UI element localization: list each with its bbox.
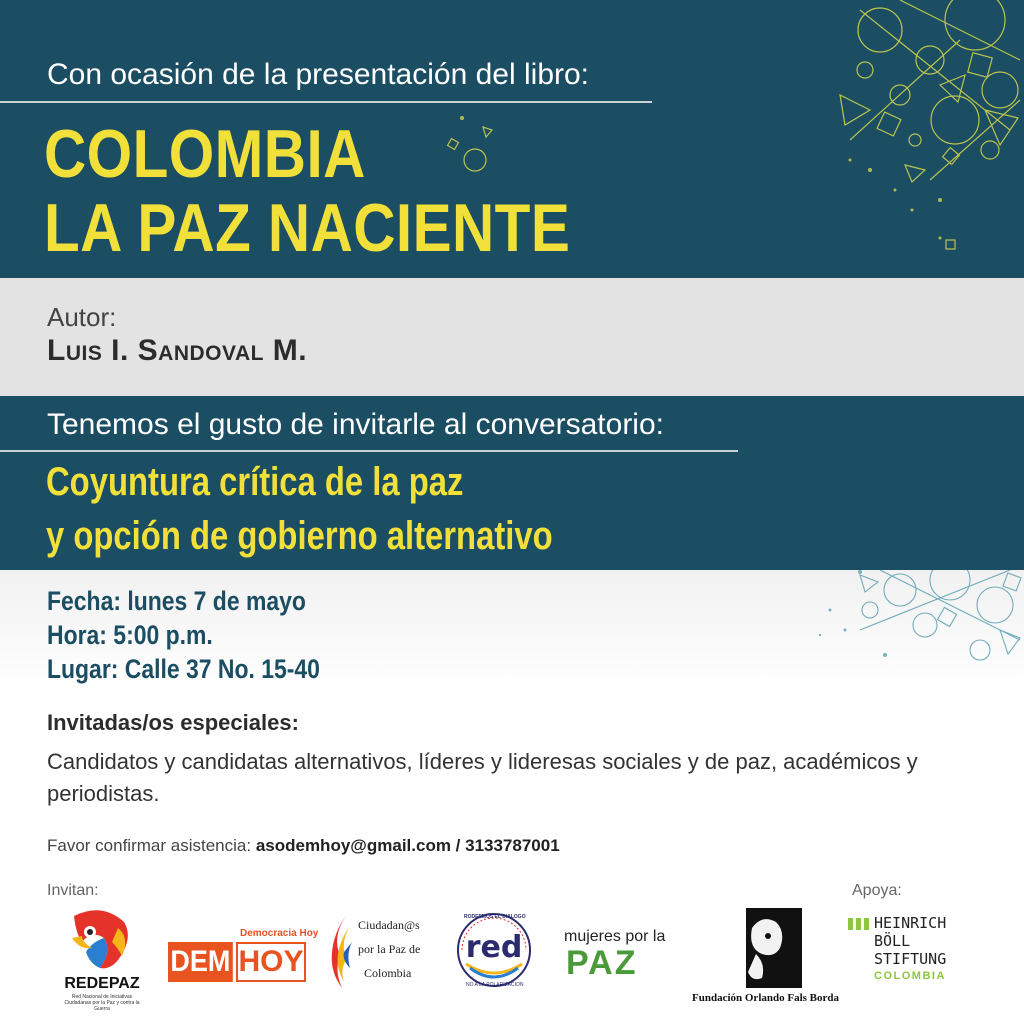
guests-text: Candidatos y candidatas alternativos, líderes y lideresas sociales y de paz, académicos y periodistas. — [47, 749, 918, 806]
mujeres-por-la-paz-logo — [564, 928, 674, 984]
intro-text: Con ocasión de la presentación del libro: — [47, 58, 590, 91]
red-ring-bottom: NO A LA POLARIZACION — [466, 982, 524, 988]
book-title-line-1: COLOMBIA — [44, 116, 366, 192]
rsvp-line — [47, 836, 560, 856]
author-name: Luis I. Sandoval M. — [47, 334, 308, 367]
redepaz-tagline: Red Nacional de Iniciativas Ciudadanas por la Paz y contra la Guerra — [64, 994, 140, 1012]
democracia-hoy-logo — [168, 928, 319, 984]
boll-line-2: BÖLL — [874, 932, 911, 950]
redepaz-name: REDEPAZ — [64, 975, 140, 992]
parrot-icon — [52, 908, 152, 976]
fals-borda-logo — [692, 908, 840, 1008]
heinrich-boll-logo — [848, 914, 988, 990]
ciudadanos-por-la-paz-logo — [328, 912, 438, 994]
dem-text: DEM — [170, 945, 231, 978]
hoy-box — [236, 942, 306, 982]
flame-icon — [328, 912, 356, 992]
boll-bars-icon — [848, 918, 872, 930]
hoy-text: HOY — [238, 945, 304, 978]
event-place: Lugar: Calle 37 No. 15-40 — [47, 654, 320, 684]
event-date: Fecha: lunes 7 de mayo — [47, 586, 306, 616]
rsvp-label: Favor confirmar asistencia: — [47, 836, 252, 855]
ciudadanos-line-3: Colombia — [364, 966, 412, 980]
event-time: Hora: 5:00 p.m. — [47, 620, 213, 650]
rsvp-contact[interactable]: asodemhoy@gmail.com / 3133787001 — [255, 836, 560, 855]
divider — [0, 101, 652, 103]
apoya-label: Apoya: — [852, 882, 902, 899]
dem-box — [168, 942, 233, 982]
portrait-icon — [722, 908, 802, 988]
author-label: Autor: — [47, 302, 117, 332]
divider — [0, 450, 738, 452]
red-dialogo-logo — [452, 908, 536, 992]
event-title-line-2: y opción de gobierno alternativo — [46, 514, 553, 558]
ciudadanos-line-1: Ciudadan@s — [358, 918, 420, 932]
mujeres-line-2: PAZ — [566, 944, 638, 982]
event-title-line-1: Coyuntura crítica de la paz — [46, 460, 464, 504]
boll-line-3: STIFTUNG — [874, 950, 947, 968]
democracia-hoy-small: Democracia Hoy — [240, 928, 319, 939]
book-title-line-2: LA PAZ NACIENTE — [44, 190, 571, 266]
boll-line-1: HEINRICH — [874, 914, 947, 932]
red-ring-top: RODEEMOS EL DIALOGO — [464, 914, 526, 920]
red-word: red — [465, 930, 523, 965]
fals-borda-name: Fundación Orlando Fals Borda — [692, 992, 840, 1004]
mujeres-line-1: mujeres por la — [564, 928, 666, 945]
invitan-label: Invitan: — [47, 882, 99, 899]
redepaz-logo — [52, 908, 152, 1012]
ciudadanos-line-2: por la Paz de — [358, 942, 421, 956]
boll-line-4: COLOMBIA — [874, 970, 946, 982]
header-band — [0, 0, 1024, 278]
invite-text: Tenemos el gusto de invitarle al conversatorio: — [47, 408, 664, 441]
guests-heading: Invitadas/os especiales: — [47, 710, 299, 735]
